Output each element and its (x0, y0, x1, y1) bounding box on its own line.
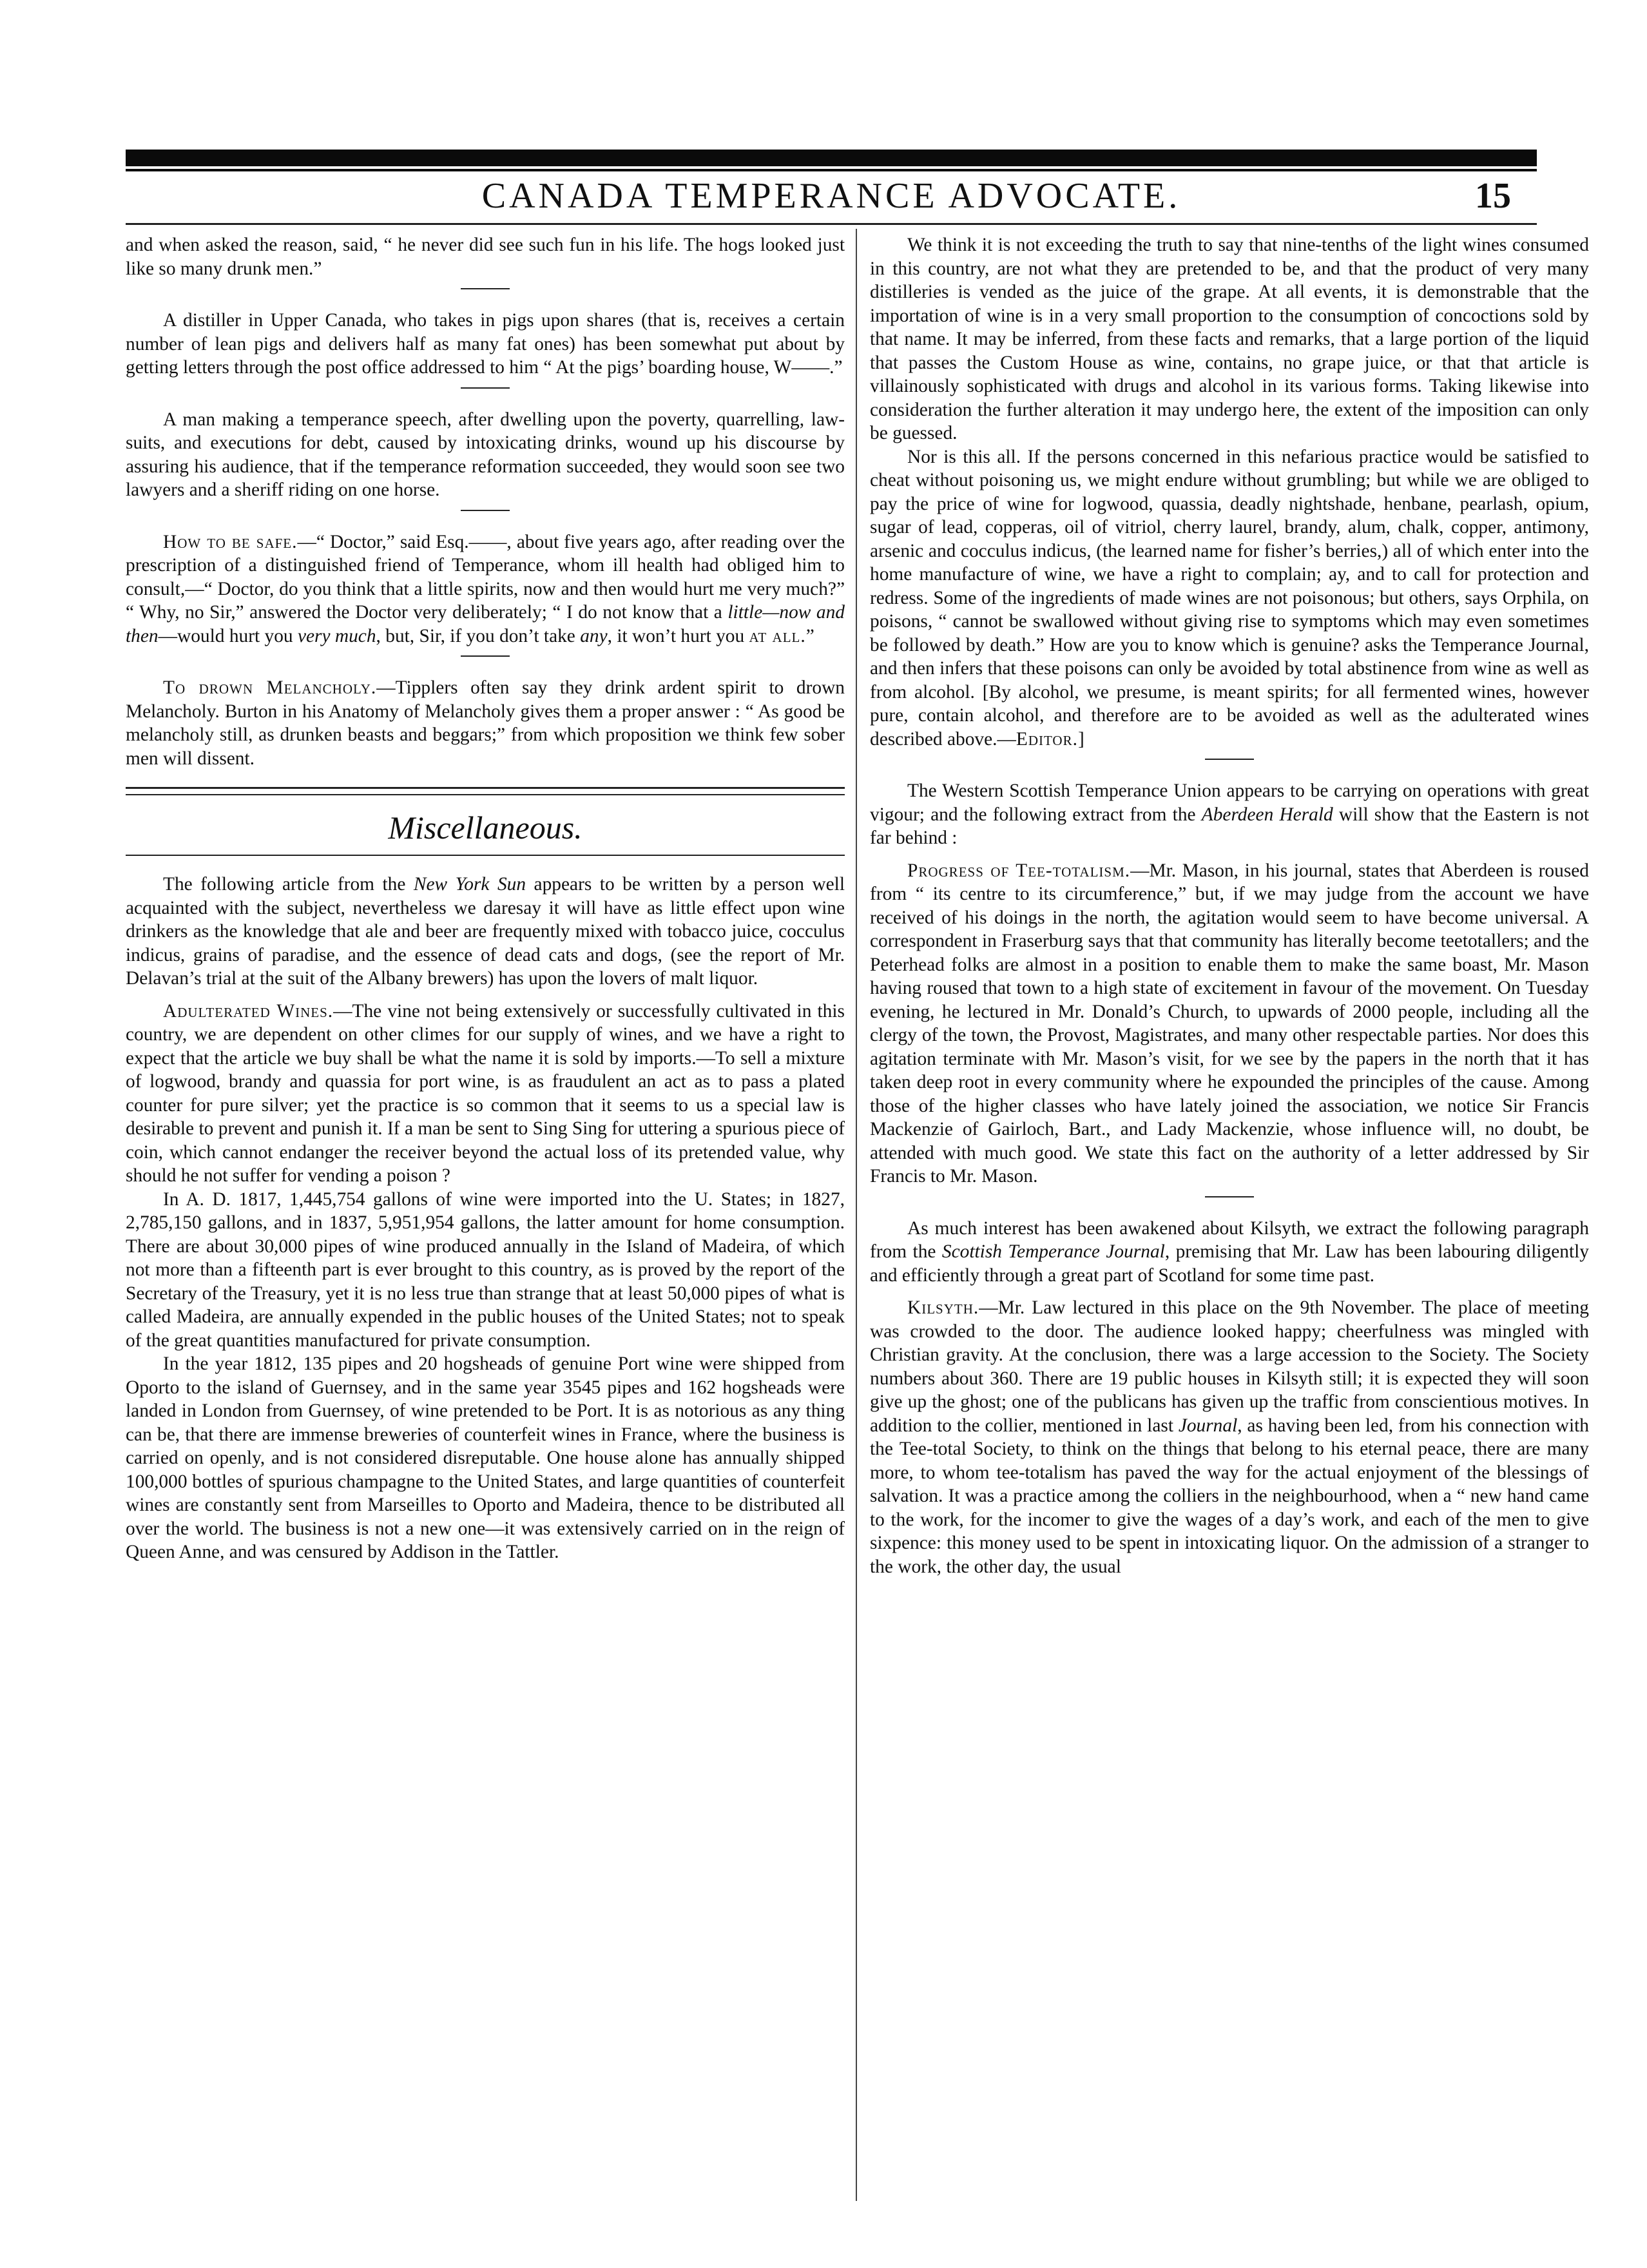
paragraph-heading: How to be safe. (163, 531, 298, 552)
separator (1205, 1196, 1254, 1197)
emphasis-text: very much (297, 625, 376, 646)
separator (461, 510, 510, 511)
small-caps-text: at all. (749, 625, 806, 646)
header-thick-rule (126, 150, 1537, 166)
separator (461, 655, 510, 657)
paragraph-drown-melancholy (126, 676, 845, 770)
paragraph-text: ” (805, 625, 814, 646)
paragraph-kilsyth-intro (870, 1217, 1589, 1288)
paragraph-temperance-speech: A man making a temperance speech, after dwelling upon the poverty, quarrelling, law-suits, and executions for debt, caused by intoxicating drinks, wound up his discourse by assuring his audience, that if the temperance reformation succeeded, they would soon see two lawyers and a sheriff riding on one horse. (126, 409, 845, 500)
header-underline (126, 223, 1537, 225)
paragraph-text: , it won’t hurt you (607, 625, 749, 646)
section-rule-top (126, 787, 845, 789)
paragraph-progress-tee-totalism (870, 859, 1589, 1188)
paragraph-text: As much interest has been awakened about Kilsyth, we extract the following paragraph from the (870, 1217, 1589, 1262)
paragraph-heading: Kilsyth. (907, 1297, 979, 1318)
left-column (126, 233, 845, 1564)
emphasis-text: any (580, 625, 608, 646)
paragraph-heading: Adulterated Wines. (163, 1000, 334, 1022)
emphasis-text: Journal (1178, 1415, 1238, 1436)
paragraph-text: , but, Sir, if you don’t take (376, 625, 581, 646)
paragraph-distiller: A distiller in Upper Canada, who takes in pigs upon shares (that is, receives a certain number of lean pigs and delivers half as many fat ones) has been somewhat put about by getting letters through the post office addressed to him “ At the pigs’ boarding house, W——.” (126, 310, 845, 378)
page-title: CANADA TEMPERANCE ADVOCATE. (481, 176, 1181, 216)
separator (461, 288, 510, 289)
paragraph-nor-is-this-all (870, 445, 1589, 751)
page-header (126, 173, 1537, 223)
paragraph-kilsyth (870, 1296, 1589, 1578)
section-rule-top-thin (126, 794, 845, 795)
paragraph-heading: Progress of Tee-totalism. (907, 860, 1131, 881)
paragraph-text: will show that the Eastern is not far behind : (870, 804, 1589, 848)
emphasis-text: Scottish Temperance Journal (941, 1241, 1165, 1262)
section-rule-bottom (126, 855, 845, 856)
separator (1205, 759, 1254, 760)
header-thin-rule (126, 169, 1537, 171)
emphasis-text: New York Sun (413, 874, 526, 895)
paragraph-text: —The vine not being extensively or successfully cultivated in this country, we are dependent on other climes for our supply of wines, and we have a right to expect that the article we buy shall be what the name it is sold by imports.—To sell a mixture of logwood, brandy and quassia for port wine, is as fraudulent an act as to pass a plated counter for pure silver; yet the practice is so common that it seems to us a special law is desirable to prevent and punish it. If a man be sent to Sing Sing for uttering a spurious piece of coin, which cannot endanger the receiver beyond the actual loss of its pretended value, why should he not suffer for vending a poison ? (126, 1000, 845, 1186)
paragraph-hogs: and when asked the reason, said, “ he never did see such fun in his life. The hogs looked just like so many drunk men.” (126, 235, 845, 279)
paragraph-heading: To drown Melancholy. (163, 677, 377, 698)
paragraph-text: , as having been led, from his connection with the Tee-total Society, to think on the things that belong to his eternal peace, there are many more, to whom tee-totalism has paved the way for the actual enjoyment of the blessings of salvation. It was a practice among the colliers in the neighbourhood, when a “ new hand came to the work, for the incomer to give the wages of a day’s work, and each of the men to give sixpence: this money used to be spent in intoxicating liquor. On the admission of a stranger to the work, the other day, the usual (870, 1415, 1589, 1577)
paragraph-western-scottish (870, 779, 1589, 850)
right-column (870, 233, 1589, 1578)
paragraph-text: —Tipplers often say they drink ardent spirit to drown Melancholy. Burton in his Anatomy of Melancholy gives them a proper answer : “ As good be melancholy still, as drunken beasts and beggars;” from which proposition we think few sober men will dissent. (126, 677, 845, 769)
column-divider (856, 229, 857, 2201)
paragraph-text: appears to be written by a person well acquainted with the subject, nevertheless we daresay it will have as little effect upon wine drinkers as the knowledge that ale and beer are frequently mixed with tobacco juice, cocculus indicus, grains of paradise, and the essence of dead cats and dogs, (see the report of Mr. Delavan’s trial at the suit of the Albany brewers) has upon the lovers of malt liquor. (126, 874, 845, 989)
paragraph-text: The Western Scottish Temperance Union appears to be carrying on operations with great vigour; and the following extract from the (870, 780, 1589, 825)
paragraph-text: —Mr. Law lectured in this place on the 9th November. The place of meeting was crowded to the door. The audience looked happy; cheerfulness was mingled with Christian gravity. At the conclusion, there was a large accession to the Society. The Society numbers about 360. There are 19 public houses in Kilsyth still; it is expected they will soon give up the ghost; one of the publicans has given up the traffic from conscientious motives. In addition to the collier, mentioned in last (870, 1297, 1589, 1436)
paragraph-text: —would hurt you (158, 625, 298, 646)
section-title-miscellaneous: Miscellaneous. (388, 809, 583, 846)
paragraph-text: The following article from the (163, 874, 414, 895)
paragraph-text: , premising that Mr. Law has been labouring diligently and efficiently through a great part of Scotland for some time past. (870, 1241, 1589, 1286)
paragraph-text: —“ Doctor,” said Esq.——, about five years ago, after reading over the prescription of a distinguished friend of Temperance, whom ill health had obliged him to consult,—“ Doctor, do you think that a little spirits, now and then would hurt me very much?” “ Why, no Sir,” answered the Doctor very deliberately; “ I do not know that a (126, 531, 845, 623)
paragraph-ny-sun-intro (126, 873, 845, 991)
page-number: 15 (1475, 176, 1511, 216)
paragraph-how-to-be-safe (126, 530, 845, 648)
paragraph-text: ] (1077, 728, 1084, 750)
paragraph-text: —Mr. Mason, in his journal, states that Aberdeen is roused from “ its centre to its circumference,” but, if we may judge from the account we have received of his doings in the north, the agitation would seem to have become universal. A correspondent in Fraserburg says that that community has literally become teetotallers; and the Peterhead folks are almost in a position to enable them to make the same boast, Mr. Mason having roused that town to a high state of excitement in favour of the movement. On Tuesday evening, he lectured in Mr. Donald’s Church, to upwards of 2000 people, including all the clergy of the town, the Provost, Magistrates, and many other respectable parties. Nor does this agitation terminate with Mr. Mason’s visit, for we see by the papers in the north that it has taken deep root in every community where he expounded the principles of the cause. Among those of the higher classes who have lately joined the association, we notice Sir Francis Mackenzie of Gairloch, Bart., and Lady Mackenzie, whose influence will, no doubt, be attended with much good. We state this fact on the authority of a letter addressed by Sir Francis to Mr. Mason. (870, 860, 1589, 1187)
paragraph-nine-tenths: We think it is not exceeding the truth to say that nine-tenths of the light wines consumed in this country, are not what they are pretended to be, and that the product of very many distilleries is vended as the juice of the grape. At all events, it is demonstrable that the importation of wine is in a very small proportion to the consumption of concoctions sold by that name. It may be inferred, from these facts and remarks, that a large portion of the liquid that passes the Custom House as wine, contains, no grape juice, or that that article is villainously sophisticated with drugs and alcohol in its various forms. Taking likewise into consideration the further alteration it may undergo here, the extent of the imposition can only be guessed. (870, 235, 1589, 443)
emphasis-text: Aberdeen Herald (1201, 804, 1333, 825)
paragraph-adulterated-wines (126, 1000, 845, 1188)
paragraph-text: Nor is this all. If the persons concerned in this nefarious practice would be satisfied to cheat without poisoning us, we might endure without grumbling; but while we are obliged to pay the price of wine for logwood, quassia, deadly nightshade, henbane, pearlash, opium, sugar of lead, copperas, oil of vitriol, cherry laurel, brandy, alum, chalk, copper, antimony, arsenic and cocculus indicus, (the learned name for fisher’s berries,) all of which enter into the home manufacture of wine, we have a right to complain; ay, and to call for protection and redress. Some of the ingredients of made wines are not poisonous; but others, says Orphila, on poisons, “ cannot be swallowed without giving rise to symptoms which may even sometimes be followed by death.” How are you to know which is genuine? asks the Temperance Journal, and then infers that these poisons can only be avoided by total abstinence from wine as well as from alcohol. [By alcohol, we presume, is meant spirits; for all fermented wines, however pure, contain alcohol, and therefore are to be avoided as well as the adulterated wines described above.— (870, 446, 1589, 750)
editor-signature: Editor. (1016, 728, 1078, 750)
separator (461, 387, 510, 389)
paragraph-port-wine: In the year 1812, 135 pipes and 20 hogsheads of genuine Port wine were shipped from Oporto to the island of Guernsey, and in the same year 3545 pipes and 162 hogsheads were landed in London from Guernsey, of wine pretended to be Port. It is as notorious as any thing can be, that there are immense breweries of counterfeit wines in France, where the business is carried on openly, and is not considered disreputable. One house alone has annually shipped 100,000 bottles of spurious champagne to the United States, and large quantities of counterfeit wines are constantly sent from Marseilles to Oporto and Madeira, thence to be distributed all over the world. The business is not a new one—it was extensively carried on in the reign of Queen Anne, and was censured by Addison in the Tattler. (126, 1353, 845, 1562)
emphasis-text: little—now and then (126, 602, 845, 646)
paragraph-wine-imports: In A. D. 1817, 1,445,754 gallons of wine were imported into the U. States; in 1827, 2,785,150 gallons, and in 1837, 5,951,954 gallons, the latter amount for home consumption. There are about 30,000 pipes of wine produced annually in the Island of Madeira, of which not more than a fifteenth part is ever brought to this country, as is proved by the report of the Secretary of the Treasury, yet it is no less true than strange that at least 50,000 pipes of what is called Madeira, are annually expended in the public houses of the United States; not to speak of the great quantities manufactured for private consumption. (126, 1188, 845, 1351)
